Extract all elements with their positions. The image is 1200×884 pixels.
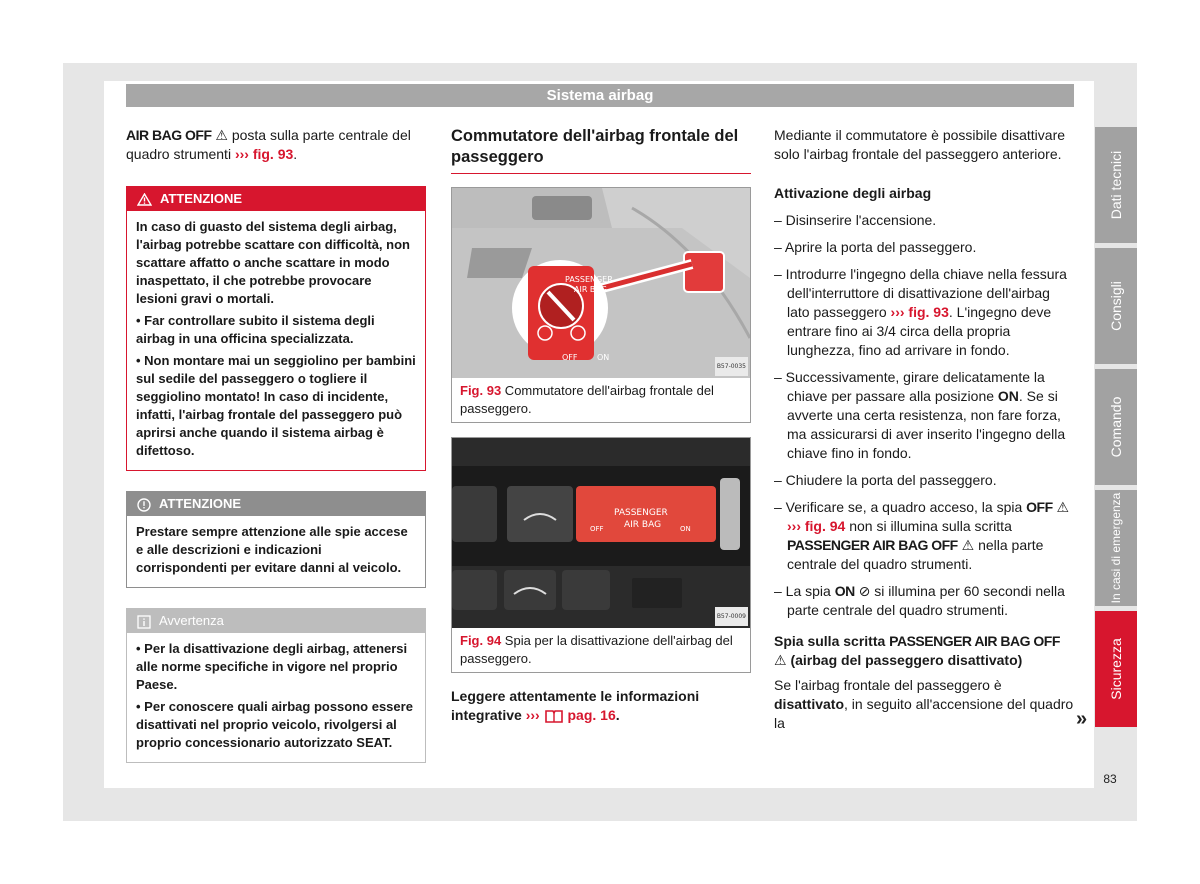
illustration-label: PASSENGER xyxy=(565,275,613,284)
warning-body: In caso di guasto del sistema degli airbag, l'airbag potrebbe scattare con difficoltà, non scattare affatto o anche scattare in modo inaspettato, il che potrebbe provocare lesioni gravi o mortali. • Far controllare subito il sistema degli airbag in una officina specializzata. • Non montare mai un seggiolino per bambini sul sedile del passeggero o togliere il seggiolino montato! In caso di incidente, infatti, l'airbag frontale del passeggero può aprirsi anche quando il sistema airbag è difettoso. xyxy=(136,219,416,458)
step-item: – Disinserire l'accensione. xyxy=(774,212,937,228)
subheading-activation: Attivazione degli airbag xyxy=(774,185,932,201)
step-item: – Verificare se, a quadro acceso, la spia OFF ⚠︎ ››› fig. 94 non si illumina sulla scritta PASSENGER AIR BAG OFF ⚠︎ nella parte centrale del quadro strumenti. xyxy=(774,499,1070,572)
info-icon xyxy=(137,615,151,629)
fig-link[interactable]: ››› fig. 94 xyxy=(787,518,846,534)
airbag-off-symbol-icon: ⚠︎ xyxy=(961,537,975,553)
figure-93-image xyxy=(452,188,750,378)
subheading-warning-light: Spia sulla scritta PASSENGER AIR BAG OFF ⚠︎ (airbag del passeggero disattivato) xyxy=(774,633,1060,668)
caution-box xyxy=(126,491,426,588)
illustration-label: ON xyxy=(597,353,610,362)
illustration-label: AIR BAG xyxy=(574,285,607,294)
tab-sicurezza[interactable]: Sicurezza xyxy=(1095,611,1137,727)
subsection-heading: Commutatore dell'airbag frontale del passeggero xyxy=(451,126,751,174)
caution-body: Prestare sempre attenzione alle spie accese e alle descrizioni e indicazioni corrispondenti per evitare danni al veicolo. xyxy=(136,524,408,575)
airbag-off-symbol-icon: ⚠︎ xyxy=(215,127,228,143)
figure-94-caption: Fig. 94 Spia per la disattivazione dell'airbag del passeggero. xyxy=(460,633,733,666)
figure-93-caption: Fig. 93 Commutatore dell'airbag frontale del passeggero. xyxy=(460,383,714,416)
illustration-label: PASSENGER xyxy=(614,508,668,518)
exclamation-circle-icon xyxy=(137,498,151,512)
tab-comando[interactable]: Comando xyxy=(1095,369,1137,485)
caution-header: ATTENZIONE xyxy=(127,492,425,516)
column-middle xyxy=(451,126,751,725)
tab-dati-tecnici[interactable]: Dati tecnici xyxy=(1095,127,1137,243)
airbag-off-mark: AIR BAG OFF xyxy=(126,127,212,143)
note-header: Avvertenza xyxy=(127,609,425,633)
illustration-label: OFF xyxy=(590,525,604,533)
figure-93 xyxy=(451,187,751,423)
fig-link[interactable]: ››› fig. 93 xyxy=(890,304,949,320)
warning-triangle-icon xyxy=(137,193,152,206)
illustration-label: OFF xyxy=(562,353,578,362)
last-paragraph: Se l'airbag frontale del passeggero è disattivato, in seguito all'accensione del quadro la xyxy=(774,677,1074,731)
tab-consigli[interactable]: Consigli xyxy=(1095,248,1137,364)
warning-box xyxy=(126,186,426,471)
airbag-on-symbol-icon: ⊘ xyxy=(858,583,871,599)
step-item: – Chiudere la porta del passeggero. xyxy=(774,472,997,488)
figure-code: B57-0009 xyxy=(715,607,748,626)
airbag-off-symbol-icon: ⚠︎ xyxy=(1056,499,1070,515)
read-more: Leggere attentamente le informazioni integrative ››› pag. 16. xyxy=(451,688,700,723)
airbag-off-symbol-icon: ⚠︎ xyxy=(774,652,787,668)
intro-paragraph: Mediante il commutatore è possibile disattivare solo l'airbag frontale del passeggero anteriore. xyxy=(774,127,1066,162)
page-number: 83 xyxy=(1103,772,1117,786)
page-link[interactable]: pag. 16 xyxy=(567,707,616,723)
tab-casi-emergenza[interactable]: In casi di emergenza xyxy=(1095,490,1137,606)
figure-94 xyxy=(451,437,751,673)
continue-arrow: » xyxy=(1076,708,1088,730)
column-right xyxy=(774,126,1074,733)
figure-code: B57-0035 xyxy=(715,357,748,376)
book-icon xyxy=(544,708,564,724)
fig-link[interactable]: ››› fig. 93 xyxy=(234,146,294,162)
step-item: – Aprire la porta del passeggero. xyxy=(774,239,977,255)
step-item: – Introdurre l'ingegno della chiave nella fessura dell'interruttore di disattivazione dell'airbag lato passeggero ››› fig. 93. L'ingegno deve entrare fino ai 3/4 circa della propria lunghezza, fino ad arrivare in fondo. xyxy=(774,266,1067,358)
note-body: • Per la disattivazione degli airbag, attenersi alle norme specifiche in vigore nel proprio Paese. • Per conoscere quali airbag possono essere disattivati nel proprio veicolo, rivolgersi al proprio concessionario autorizzato SEAT. xyxy=(136,641,413,750)
step-item: – Successivamente, girare delicatamente la chiave per passare alla posizione ON. Se si avverte una certa resistenza, non fare forza, ma assicurarsi di aver inserito l'ingegno della chiave fino in fondo. xyxy=(774,369,1066,461)
illustration-label: AIR BAG xyxy=(624,520,662,530)
section-title: Sistema airbag xyxy=(126,84,1074,107)
warning-header: ATTENZIONE xyxy=(127,187,425,211)
note-box xyxy=(126,608,426,763)
figure-94-image xyxy=(452,438,750,628)
step-item: – La spia ON ⊘ si illumina per 60 secondi nella parte centrale del quadro strumenti. xyxy=(774,583,1065,618)
illustration-label: ON xyxy=(680,525,691,533)
column-left xyxy=(126,126,426,763)
intro-paragraph: AIR BAG OFF ⚠︎ posta sulla parte centrale del quadro strumenti ››› fig. 93. xyxy=(126,127,411,162)
